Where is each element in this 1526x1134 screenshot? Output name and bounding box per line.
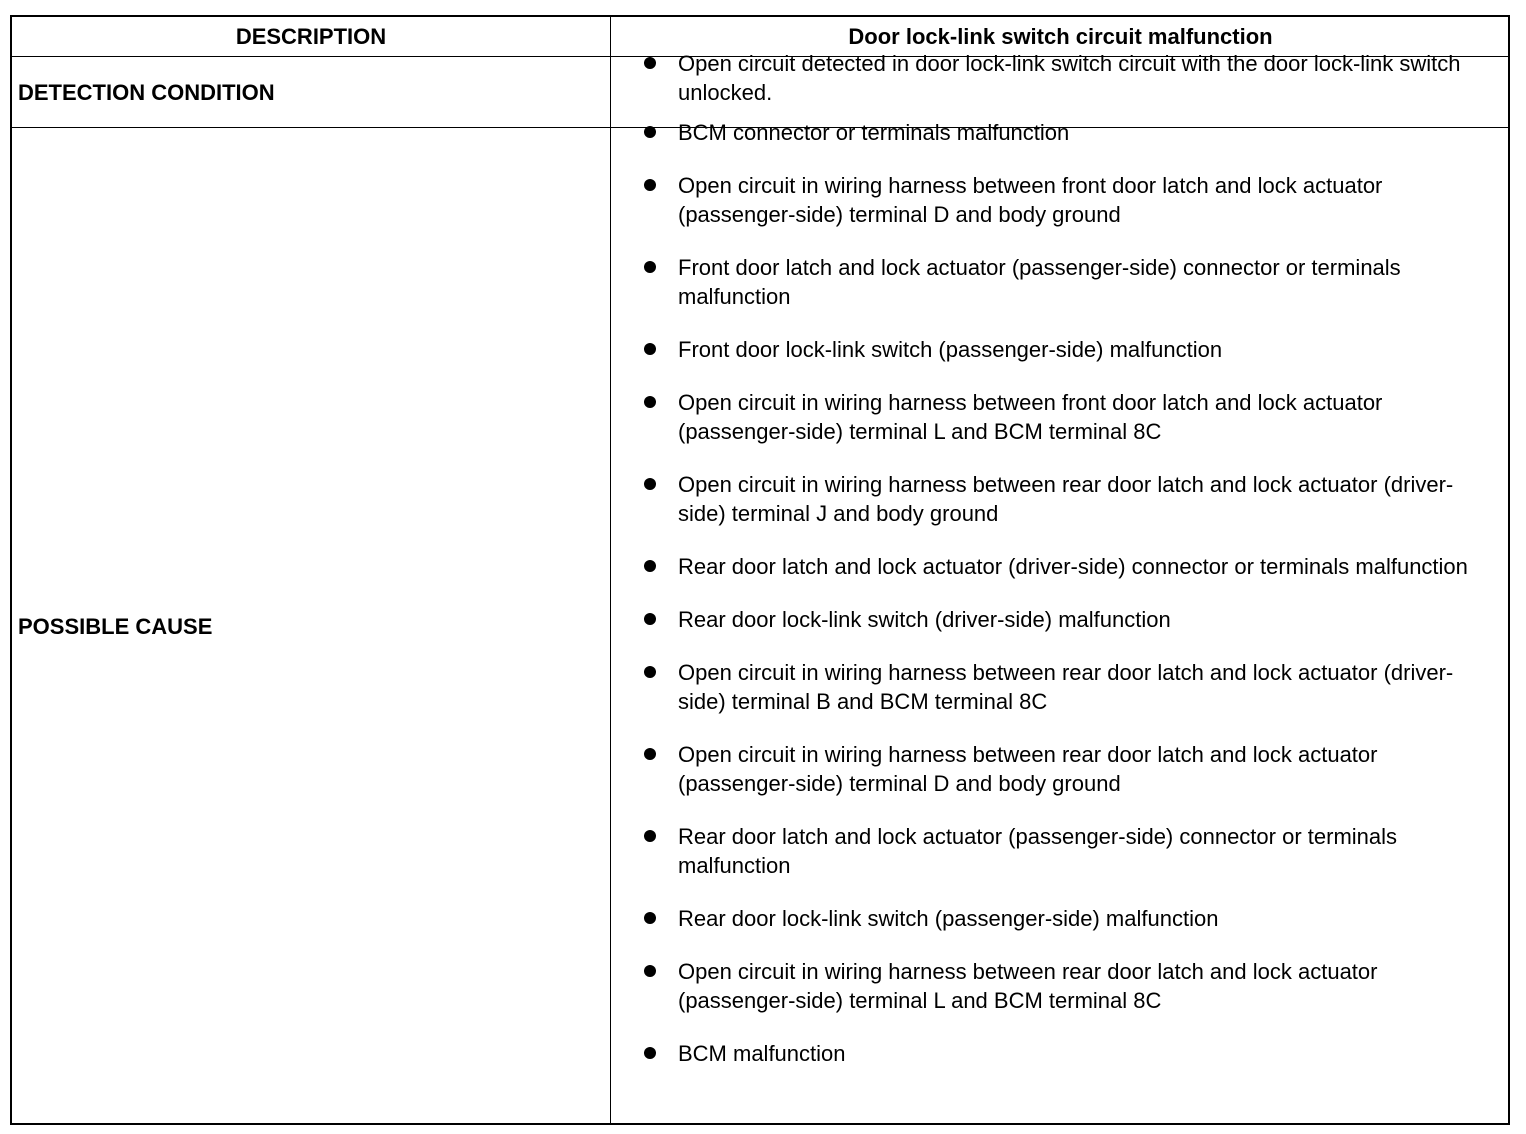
bullet-icon [644,57,656,69]
list-item-text: BCM malfunction [678,1041,846,1066]
detection-condition-list [640,49,1480,107]
header-description: DESCRIPTION [235,24,387,49]
list-item [640,605,1480,634]
bullet-icon [644,560,656,572]
list-item [640,740,1480,798]
detection-condition-label: DETECTION CONDITION [18,79,275,105]
list-item [640,253,1480,311]
list-item-text: Front door latch and lock actuator (passenger-side) connector or terminals malfunction [678,255,1401,309]
list-item-text: Open circuit detected in door lock-link switch circuit with the door lock-link switch unlocked. [678,51,1461,105]
header-malfunction-title: Door lock-link switch circuit malfunction [848,24,1273,49]
list-item-text: Rear door latch and lock actuator (driver-side) connector or terminals malfunction [678,554,1468,579]
list-item-text: Rear door latch and lock actuator (passenger-side) connector or terminals malfunction [678,824,1398,878]
list-item-text: Open circuit in wiring harness between rear door latch and lock actuator (driver-side) terminal B and BCM terminal 8C [678,660,1454,714]
bullet-icon [644,261,656,273]
bullet-icon [644,343,656,355]
bullet-icon [644,912,656,924]
list-item [640,335,1480,364]
bullet-icon [644,748,656,760]
list-item [640,552,1480,581]
bullet-icon [644,126,656,138]
bullet-icon [644,396,656,408]
list-item [640,171,1480,229]
list-item-text: Open circuit in wiring harness between rear door latch and lock actuator (passenger-side) terminal L and BCM terminal 8C [678,959,1378,1013]
list-item-text: Rear door lock-link switch (passenger-side) malfunction [678,906,1219,931]
column-divider [610,17,611,1123]
list-item [640,658,1480,716]
list-item-text: Open circuit in wiring harness between rear door latch and lock actuator (driver-side) terminal J and body ground [678,472,1454,526]
list-item [640,957,1480,1015]
list-item-text: Front door lock-link switch (passenger-side) malfunction [678,337,1223,362]
list-item [640,1039,1480,1068]
possible-cause-label: POSSIBLE CAUSE [18,614,213,639]
bullet-icon [644,666,656,678]
list-item [640,470,1480,528]
bullet-icon [644,613,656,625]
list-item [640,49,1480,107]
list-item [640,118,1480,147]
list-item-text: Open circuit in wiring harness between front door latch and lock actuator (passenger-side) terminal L and BCM terminal 8C [678,390,1383,444]
list-item-text: Rear door lock-link switch (driver-side) malfunction [678,607,1171,632]
bullet-icon [644,179,656,191]
bullet-icon [644,1047,656,1059]
list-item-text: BCM connector or terminals malfunction [678,120,1070,145]
list-item [640,822,1480,880]
bullet-icon [644,965,656,977]
possible-cause-list [640,118,1480,1068]
list-item-text: Open circuit in wiring harness between front door latch and lock actuator (passenger-side) terminal D and body ground [678,173,1383,227]
list-item [640,904,1480,933]
bullet-icon [644,478,656,490]
list-item-text: Open circuit in wiring harness between rear door latch and lock actuator (passenger-side) terminal D and body ground [678,742,1378,796]
bullet-icon [644,830,656,842]
list-item [640,388,1480,446]
